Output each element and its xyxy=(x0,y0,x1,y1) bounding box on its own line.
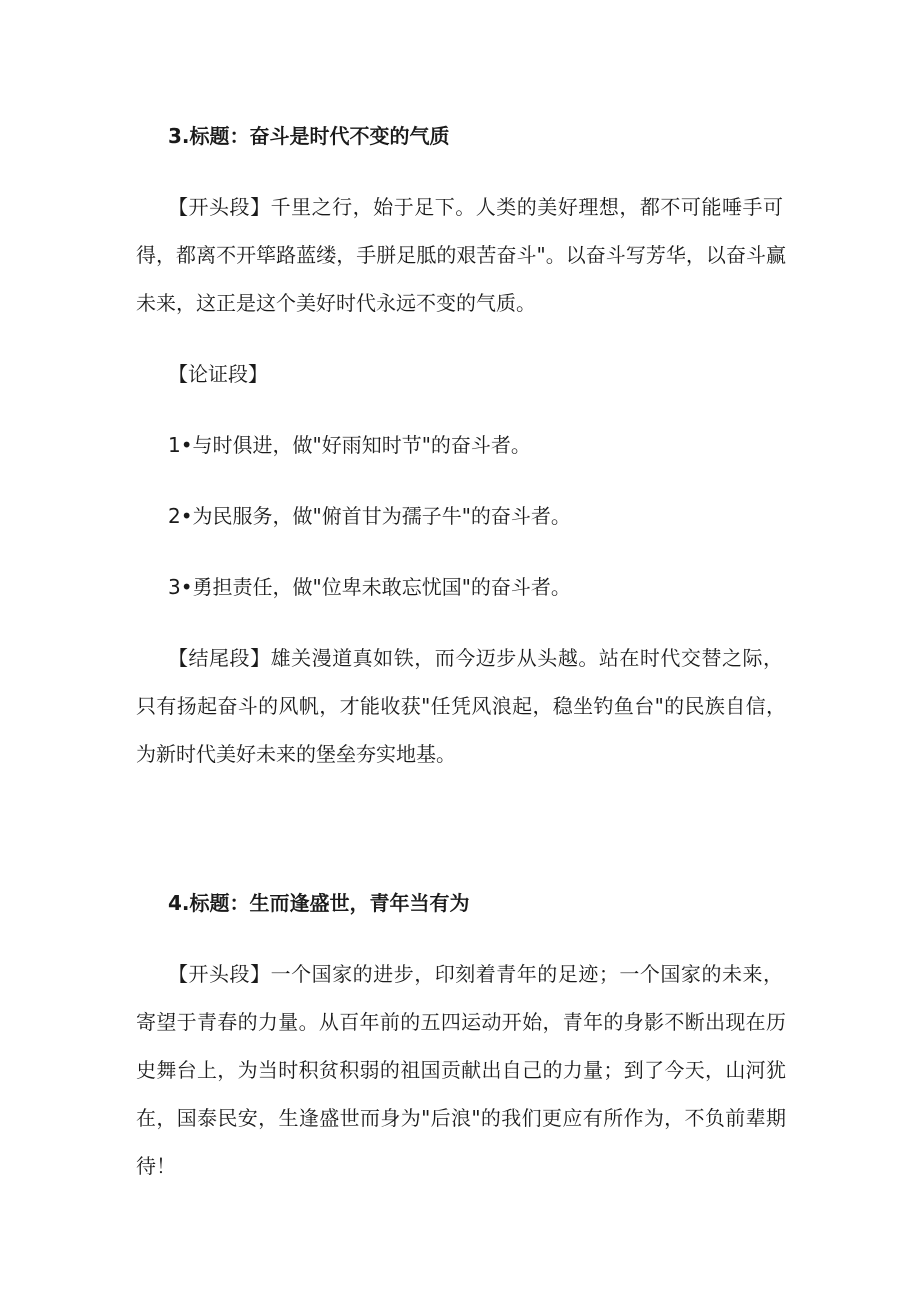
section-4-opening-line-3: 史舞台上，为当时积贫积弱的祖国贡献出自己的力量；到了今天，山河犹 xyxy=(136,1058,786,1082)
section-4-opening-line-1: 【开头段】一个国家的进步，印刻着青年的足迹；一个国家的未来， xyxy=(168,962,783,986)
section-3-argument-heading: 【论证段】 xyxy=(168,362,268,386)
section-3-opening-line-3: 未来，这正是这个美好时代永远不变的气质。 xyxy=(136,291,536,315)
section-3-opening-line-2: 得，都离不开筚路蓝缕，手胼足胝的艰苦奋斗"。以奋斗写芳华，以奋斗赢 xyxy=(136,243,786,267)
section-4-opening-line-5: 待！ xyxy=(136,1154,176,1178)
section-3-closing-line-3: 为新时代美好未来的堡垒夯实地基。 xyxy=(136,742,456,766)
section-4-opening-line-4: 在，国泰民安，生逢盛世而身为"后浪"的我们更应有所作为，不负前辈期 xyxy=(136,1106,786,1130)
section-3-title: 3.标题：奋斗是时代不变的气质 xyxy=(168,124,450,148)
section-3-point-1: 1•与时俱进，做"好雨知时节"的奋斗者。 xyxy=(168,433,531,457)
section-3-opening-line-1: 【开头段】千里之行，始于足下。人类的美好理想，都不可能唾手可 xyxy=(168,195,783,219)
section-3-closing-line-2: 只有扬起奋斗的风帆，才能收获"任凭风浪起，稳坐钓鱼台"的民族自信， xyxy=(136,694,786,718)
section-4-opening-line-2: 寄望于青春的力量。从百年前的五四运动开始，青年的身影不断出现在历 xyxy=(136,1010,786,1034)
section-3-point-3: 3•勇担责任，做"位卑未敢忘忧国"的奋斗者。 xyxy=(168,575,571,599)
section-3-point-2: 2•为民服务，做"俯首甘为孺子牛"的奋斗者。 xyxy=(168,504,571,528)
section-3-closing-line-1: 【结尾段】雄关漫道真如铁，而今迈步从头越。站在时代交替之际， xyxy=(168,646,783,670)
section-4-title: 4.标题：生而逢盛世，青年当有为 xyxy=(168,891,470,915)
